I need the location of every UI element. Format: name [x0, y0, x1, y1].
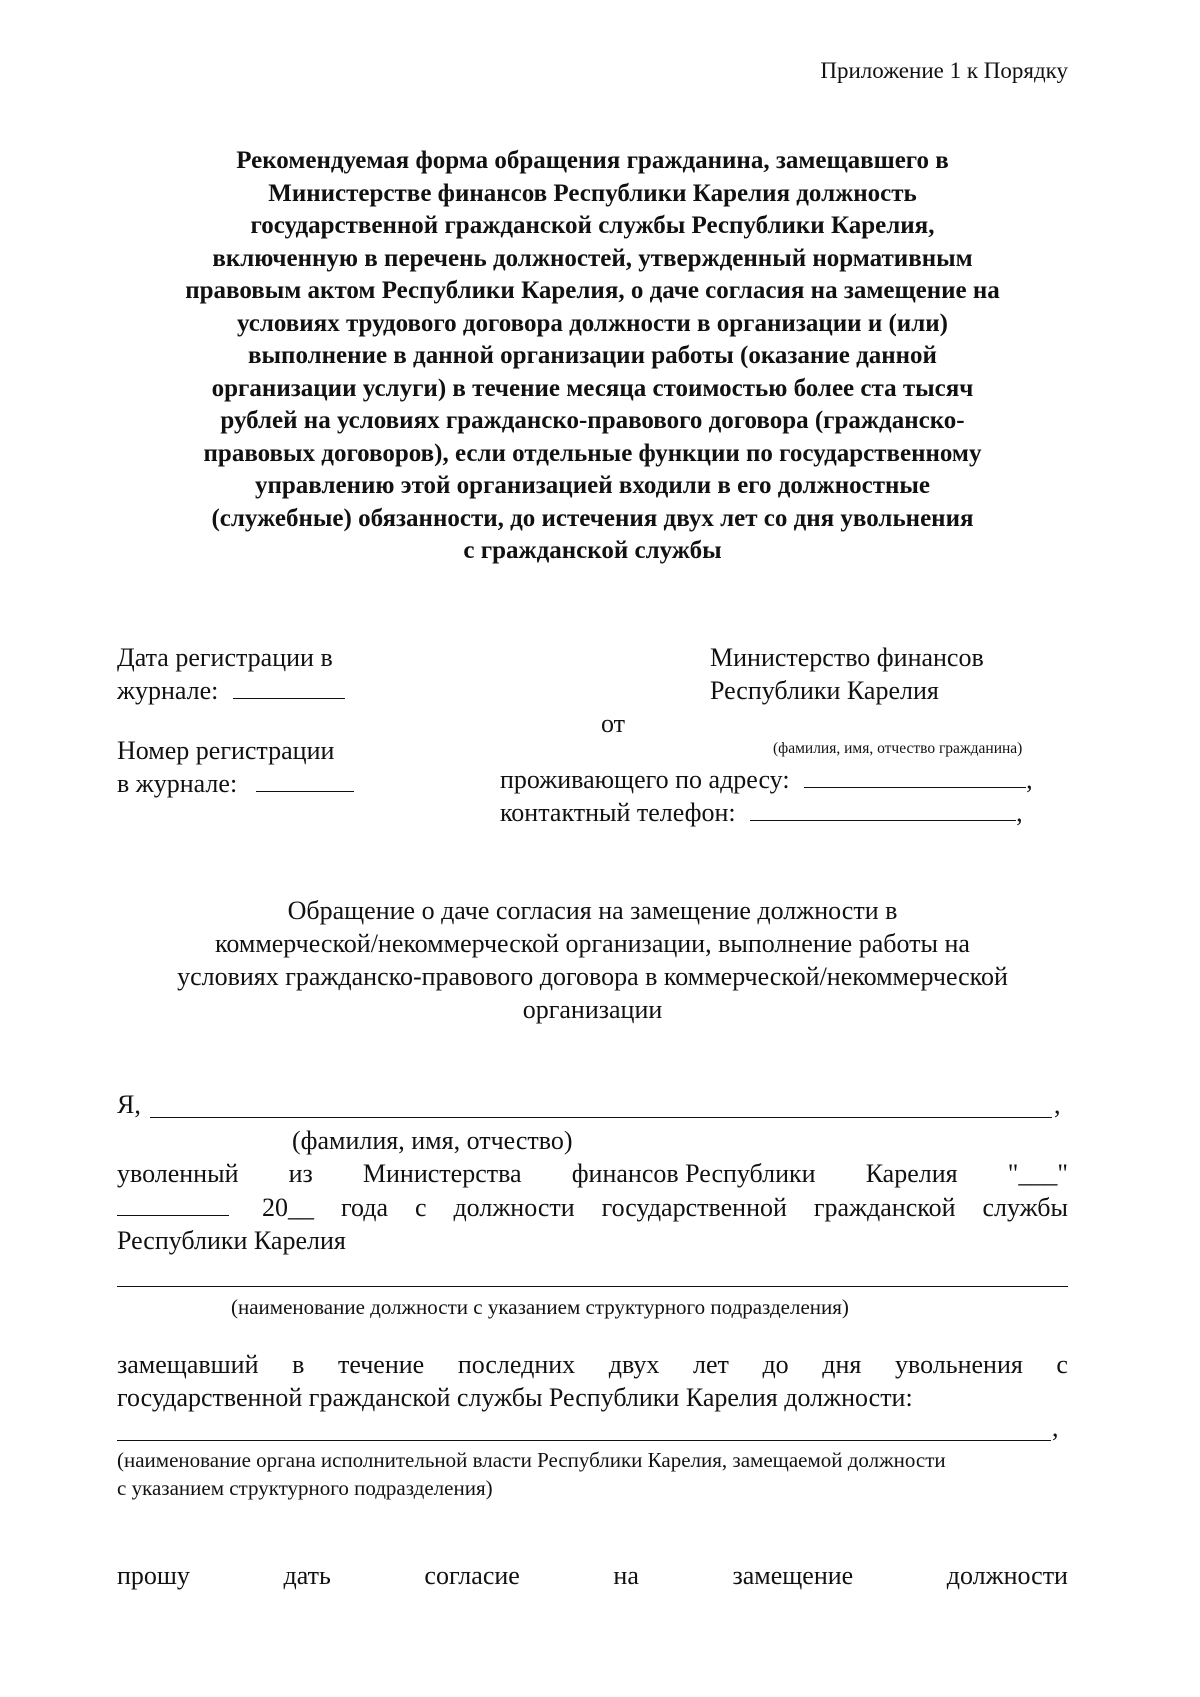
dismissed-word: "___": [1007, 1159, 1068, 1188]
request-word: должности: [946, 1561, 1068, 1590]
appeal-title-line: условиях гражданско-правового договора в коммерческой/некоммерческой: [177, 962, 1008, 991]
position-field[interactable]: [117, 1286, 1068, 1287]
dismissal-month-field[interactable]: [117, 1193, 229, 1216]
registration-number-label-2: в журнале:: [117, 769, 238, 798]
heading-line: включенную в перечень должностей, утвержденный нормативным: [212, 244, 973, 272]
request-word: согласие: [424, 1561, 520, 1590]
address-comma: ,: [1026, 765, 1033, 794]
heading-line: (служебные) обязанности, до истечения двух лет со дня увольнения: [211, 504, 974, 532]
dismissed-word: из: [288, 1159, 313, 1188]
dismissed-word: уволенный: [117, 1159, 239, 1188]
phone-field[interactable]: [750, 798, 1016, 821]
year-line-word: должности: [453, 1193, 575, 1222]
held-word: до: [762, 1350, 789, 1379]
year-field-label: 20__: [262, 1193, 314, 1222]
addressee-line-2: Республики Карелия: [710, 676, 939, 705]
phone-comma: ,: [1016, 798, 1023, 827]
address-label: проживающего по адресу:: [500, 765, 790, 794]
address-row: [500, 765, 1033, 795]
citizen-fio-hint: (фамилия, имя, отчество гражданина): [773, 740, 1023, 757]
heading-line: Рекомендуемая форма обращения гражданина, замещавшего в: [236, 147, 949, 174]
applicant-fio-field[interactable]: [150, 1117, 1052, 1118]
held-word: дня: [822, 1350, 862, 1379]
appendix-reference: Приложение 1 к Порядку: [820, 58, 1068, 83]
held-word: течение: [337, 1350, 425, 1379]
organ-caption-1: (наименование органа исполнительной власти Республики Карелия, замещаемой должности: [117, 1448, 946, 1472]
registration-date-row: [117, 676, 345, 706]
appeal-title-line: организации: [522, 995, 663, 1024]
year-line-word: службы: [982, 1193, 1068, 1222]
heading-line: Министерстве финансов Республики Карелия должность: [268, 179, 917, 207]
dismissed-word: Министерства: [362, 1159, 522, 1188]
heading-line: условиях трудового договора должности в организации и (или): [237, 309, 948, 337]
registration-number-field[interactable]: [256, 769, 354, 792]
held-word: лет: [692, 1350, 729, 1379]
heading-line: организации услуги) в течение месяца стоимостью более ста тысяч: [211, 374, 974, 402]
dismissed-line: [117, 1159, 1068, 1189]
phone-label: контактный телефон:: [500, 798, 736, 827]
applicant-label: Я,: [117, 1090, 141, 1119]
heading-line: выполнение в данной организации работы (оказание данной: [248, 342, 937, 369]
registration-date-label: Дата регистрации в: [117, 643, 333, 672]
held-word: увольнения: [894, 1350, 1023, 1379]
organ-field[interactable]: [117, 1440, 1051, 1441]
position-caption: (наименование должности с указанием структурного подразделения): [231, 1295, 849, 1319]
heading-line: рублей на условиях гражданско-правового договора (гражданско-: [220, 407, 965, 434]
request-word: прошу: [117, 1561, 190, 1590]
phone-row: [500, 798, 1023, 828]
held-word: двух: [608, 1350, 660, 1379]
year-line-word: гражданской: [813, 1193, 956, 1222]
organ-caption-2: с указанием структурного подразделения): [117, 1476, 493, 1500]
appeal-title-line: коммерческой/некоммерческой организации, выполнение работы на: [215, 929, 970, 958]
request-word: дать: [283, 1561, 331, 1590]
held-word: с: [1056, 1350, 1068, 1379]
heading-line: правовым актом Республики Карелия, о даче согласия на замещение на: [185, 277, 1000, 304]
dismissed-word: финансов Республики: [571, 1159, 816, 1188]
heading-line: государственной гражданской службы Республики Карелия,: [250, 212, 935, 239]
address-field[interactable]: [804, 765, 1026, 788]
dismissal-year-row: [262, 1193, 1068, 1223]
year-line-word: с: [414, 1193, 427, 1222]
organ-comma: ,: [1052, 1413, 1059, 1442]
year-line-word: государственной: [601, 1193, 787, 1222]
registration-date-label-2: журнале:: [117, 676, 219, 705]
heading-line: управлению этой организацией входили в его должностные: [255, 472, 930, 499]
form-heading: [110, 145, 1075, 568]
dismissal-date-row: [117, 1193, 229, 1223]
held-word: замещавший: [117, 1350, 259, 1379]
heading-line: правовых договоров), если отдельные функции по государственному: [203, 439, 982, 467]
heading-line: с гражданской службы: [463, 537, 722, 564]
request-word: замещение: [732, 1561, 854, 1590]
applicant-comma: ,: [1054, 1090, 1061, 1119]
held-word: последних: [457, 1350, 576, 1379]
held-line-2: государственной гражданской службы Республики Карелия должности:: [117, 1383, 913, 1412]
fio-caption: (фамилия, имя, отчество): [292, 1126, 573, 1155]
registration-number-label: Номер регистрации: [117, 736, 335, 765]
from-label: от: [601, 709, 626, 738]
republic-label: Республики Карелия: [117, 1226, 346, 1255]
request-line: [117, 1561, 1068, 1591]
registration-date-field[interactable]: [233, 676, 345, 699]
appeal-title-line: Обращение о даче согласия на замещение должности в: [287, 896, 898, 925]
dismissed-word: Карелия: [865, 1159, 958, 1188]
year-line-word: года: [340, 1193, 388, 1222]
addressee-line-1: Министерство финансов: [710, 643, 984, 672]
held-line: [117, 1350, 1068, 1380]
registration-number-row: [117, 769, 354, 799]
appeal-title: [110, 894, 1075, 1026]
request-word: на: [613, 1561, 639, 1590]
held-word: в: [292, 1350, 305, 1379]
